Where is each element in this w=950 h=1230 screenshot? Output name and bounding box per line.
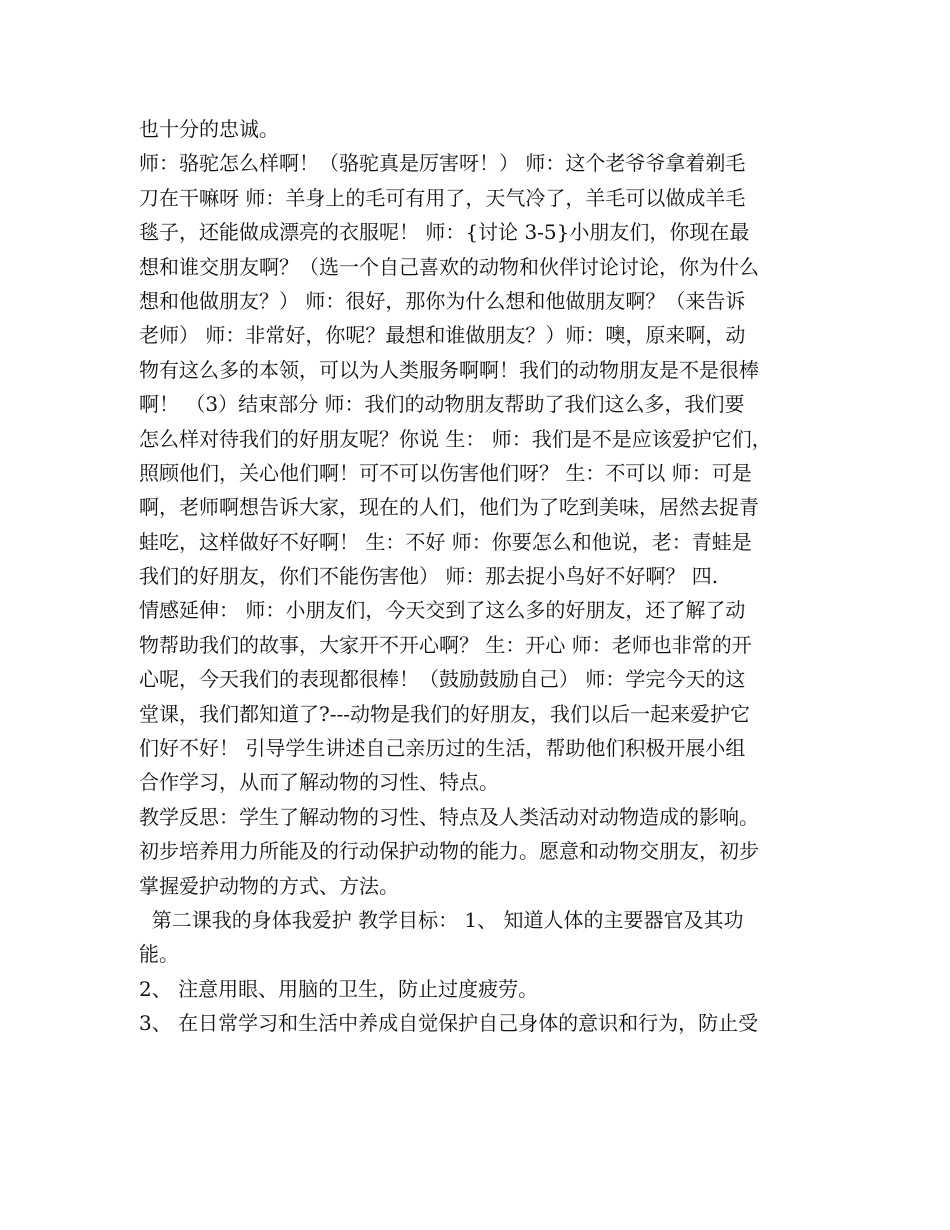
text-line: 3、 在日常学习和生活中养成自觉保护自己身体的意识和行为，防止受 <box>139 1011 759 1036</box>
text-line: 初步培养用力所能及的行动保护动物的能力。愿意和动物交朋友，初步 <box>139 839 759 864</box>
text-line: 怎么样对待我们的好朋友呢？你说 生： 师：我们是不是应该爱护它们， <box>139 426 772 451</box>
text-line: 啊！ （3）结束部分 师：我们的动物朋友帮助了我们这么多，我们要 <box>139 392 745 417</box>
text-line: 心呢，今天我们的表现都很棒！（鼓励鼓励自己） 师：学完今天的这 <box>139 667 746 692</box>
text-line: 第二课我的身体我爱护 教学目标： 1、 知道人体的主要器官及其功 <box>139 907 744 932</box>
text-line: 也十分的忠诚。 <box>139 117 279 141</box>
text-line: 我们的好朋友，你们不能伤害他） 师：那去捉小鸟好不好啊？ 四. <box>139 564 719 589</box>
text-line: 堂课，我们都知道了?---动物是我们的好朋友，我们以后一起来爱护它 <box>139 701 750 726</box>
text-line: 们好不好！ 引导学生讲述自己亲历过的生活，帮助他们积极开展小组 <box>139 736 746 761</box>
text-line: 掌握爱护动物的方式、方法。 <box>139 873 399 898</box>
text-line: 物有这么多的本领，可以为人类服务啊啊！我们的动物朋友是不是很棒 <box>139 357 759 382</box>
text-line: 想和谁交朋友啊？（选一个自己喜欢的动物和伙伴讨论讨论，你为什么 <box>139 254 759 279</box>
text-line: 2、 注意用眼、用脑的卫生，防止过度疲劳。 <box>139 976 539 1001</box>
text-line: 教学反思：学生了解动物的习性、特点及人类活动对动物造成的影响。 <box>139 804 759 829</box>
text-line: 老师） 师：非常好，你呢？最想和谁做朋友？）师：噢，原来啊，动 <box>139 323 746 348</box>
text-line: 师：骆驼怎么样啊！（骆驼真是厉害呀！） 师：这个老爷爷拿着剃毛 <box>139 151 746 176</box>
text-line: 情感延伸： 师：小朋友们，今天交到了这么多的好朋友，还了解了动 <box>139 598 746 623</box>
text-line: 物帮助我们的故事，大家开不开心啊？ 生：开心 师：老师也非常的开 <box>139 632 752 657</box>
text-line: 照顾他们，关心他们啊！可不可以伤害他们呀？ 生：不可以 师：可是 <box>139 460 752 485</box>
text-line: 能。 <box>139 942 179 967</box>
text-line: 毯子，还能做成漂亮的衣服呢！ 师：{讨论 3-5}小朋友们，你现在最 <box>139 220 750 245</box>
text-line: 蛙吃，这样做好不好啊！ 生：不好 师：你要怎么和他说，老：青蛙是 <box>139 529 752 554</box>
text-line: 想和他做朋友？） 师：很好，那你为什么想和他做朋友啊？（来告诉 <box>139 288 746 313</box>
body-text <box>139 112 829 1041</box>
text-line: 啊，老师啊想告诉大家，现在的人们，他们为了吃到美味，居然去捉青 <box>139 495 759 520</box>
text-line: 合作学习，从而了解动物的习性、特点。 <box>139 770 499 795</box>
text-line: 刀在干嘛呀 师：羊身上的毛可有用了，天气冷了，羊毛可以做成羊毛 <box>139 185 746 210</box>
